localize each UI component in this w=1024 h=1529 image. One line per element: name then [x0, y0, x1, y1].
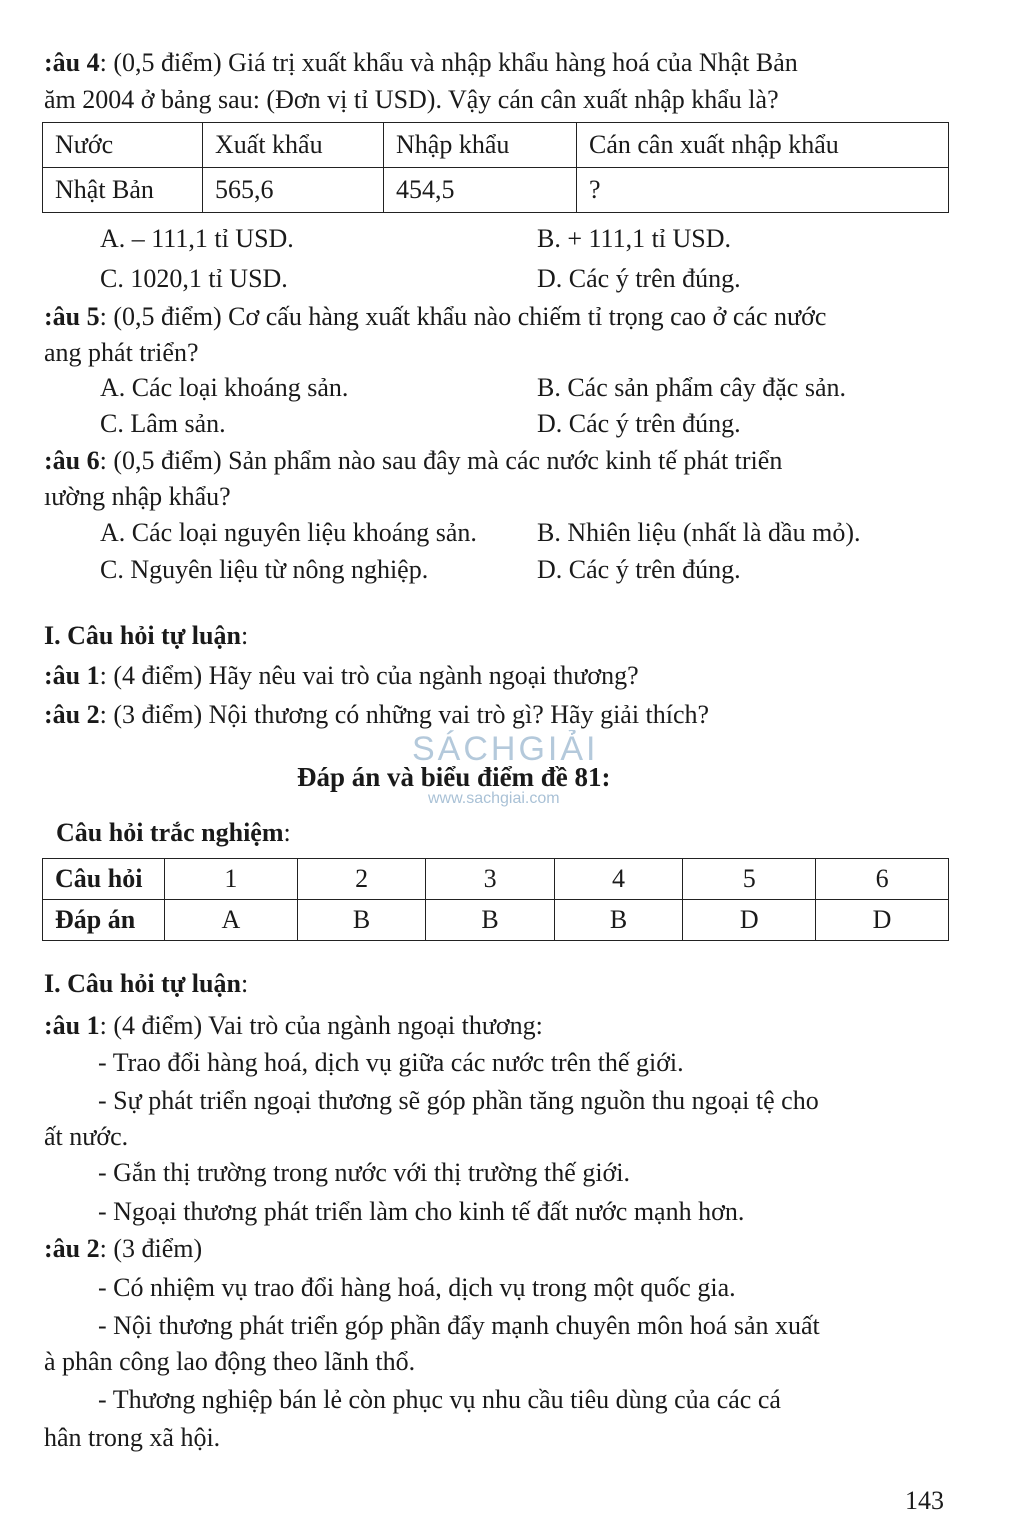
q4-option-c: C. 1020,1 tỉ USD. [100, 264, 288, 293]
q6-option-d: D. Các ý trên đúng. [537, 555, 741, 584]
table-header-cell: Nước [43, 123, 203, 168]
table-header-cell: Câu hỏi [43, 859, 165, 900]
answer-2-point-cont: à phân công lao động theo lãnh thổ. [44, 1347, 416, 1376]
answer-1-point: - Ngoại thương phát triển làm cho kinh tế đất nước mạnh hơn. [98, 1197, 745, 1226]
answer-1-point-cont: ất nước. [44, 1122, 129, 1151]
table-cell: 5 [683, 859, 816, 900]
table-cell: 2 [297, 859, 425, 900]
table-header-cell: Đáp án [43, 900, 165, 941]
q5-option-d: D. Các ý trên đúng. [537, 409, 741, 438]
answers-essay-heading: I. Câu hỏi tự luận: [44, 969, 249, 998]
q5-option-a: A. Các loại khoáng sản. [100, 373, 349, 402]
answers-title: Đáp án và biểu điểm đề 81: [297, 762, 611, 792]
table-cell: B [426, 900, 554, 941]
q5-line1: :âu 5: (0,5 điểm) Cơ cấu hàng xuất khẩu nào chiếm tỉ trọng cao ở các nước [44, 302, 827, 331]
table-cell: 454,5 [384, 168, 577, 213]
q6-option-a: A. Các loại nguyên liệu khoáng sản. [100, 518, 477, 547]
table-cell: 1 [165, 859, 298, 900]
answer-key-table [42, 858, 949, 941]
q4-line1: :âu 4: (0,5 điểm) Giá trị xuất khẩu và nhập khẩu hàng hoá của Nhật Bản [44, 48, 798, 77]
watermark-url: www.sachgiai.com [428, 790, 560, 807]
table-cell: B [554, 900, 682, 941]
table-cell: 4 [554, 859, 682, 900]
table-cell: Nhật Bản [43, 168, 203, 213]
page-number: 143 [905, 1486, 944, 1515]
answer-1-point: - Sự phát triển ngoại thương sẽ góp phần tăng nguồn thu ngoại tệ cho [98, 1086, 819, 1115]
answer-1-point: - Gắn thị trường trong nước với thị trường thế giới. [98, 1158, 631, 1187]
q6-line2: ıường nhập khẩu? [44, 482, 231, 511]
table-row [43, 168, 949, 213]
answer-2-point: - Có nhiệm vụ trao đổi hàng hoá, dịch vụ trong một quốc gia. [98, 1273, 736, 1302]
table-header-cell: Nhập khẩu [384, 123, 577, 168]
table-cell: ? [577, 168, 949, 213]
answer-2-point: - Thương nghiệp bán lẻ còn phục vụ nhu cầu tiêu dùng của các cá [98, 1385, 781, 1414]
table-header-cell: Cán cân xuất nhập khẩu [577, 123, 949, 168]
essay-q2: :âu 2: (3 điểm) Nội thương có những vai trò gì? Hãy giải thích? [44, 700, 710, 729]
q5-option-b: B. Các sản phẩm cây đặc sản. [537, 373, 847, 402]
table-cell: B [297, 900, 425, 941]
q4-option-b: B. + 111,1 tỉ USD. [537, 224, 732, 253]
answer-2-line: :âu 2: (3 điểm) [44, 1234, 203, 1263]
q6-option-b: B. Nhiên liệu (nhất là dầu mỏ). [537, 518, 861, 547]
q4-option-a: A. – 111,1 tỉ USD. [100, 224, 294, 253]
watermark-brand: SÁCHGIẢI [412, 730, 599, 768]
q6-line1: :âu 6: (0,5 điểm) Sản phẩm nào sau đây mà các nước kinh tế phát triển [44, 446, 783, 475]
table-header-cell: Xuất khẩu [203, 123, 384, 168]
q6-label: :âu 6 [44, 446, 100, 475]
q4-label: :âu 4 [44, 48, 100, 77]
table-cell: 6 [816, 859, 949, 900]
answer-2-point: - Nội thương phát triển góp phần đẩy mạnh chuyên môn hoá sản xuất [98, 1311, 820, 1340]
essay-q1: :âu 1: (4 điểm) Hãy nêu vai trò của ngành ngoại thương? [44, 661, 639, 690]
table-cell: 3 [426, 859, 554, 900]
q4-line2: ăm 2004 ở bảng sau: (Đơn vị tỉ USD). Vậy cán cân xuất nhập khẩu là? [44, 85, 779, 114]
table-cell: 565,6 [203, 168, 384, 213]
q5-option-c: C. Lâm sản. [100, 409, 226, 438]
table-cell: D [683, 900, 816, 941]
answer-1-line: :âu 1: (4 điểm) Vai trò của ngành ngoại thương: [44, 1011, 543, 1040]
mc-heading: Câu hỏi trắc nghiệm: [56, 818, 291, 847]
answer-2-point-cont: hân trong xã hội. [44, 1423, 221, 1452]
answer-1-point: - Trao đổi hàng hoá, dịch vụ giữa các nước trên thế giới. [98, 1048, 684, 1077]
q6-option-c: C. Nguyên liệu từ nông nghiệp. [100, 555, 429, 584]
essay-heading: I. Câu hỏi tự luận: [44, 621, 249, 650]
table-cell: A [165, 900, 298, 941]
table-cell: D [816, 900, 949, 941]
q5-label: :âu 5 [44, 302, 100, 331]
table-row [43, 900, 949, 941]
q4-option-d: D. Các ý trên đúng. [537, 264, 741, 293]
q4-table [42, 122, 949, 213]
table-row [43, 859, 949, 900]
q5-line2: ang phát triển? [44, 338, 199, 367]
table-row [43, 123, 949, 168]
